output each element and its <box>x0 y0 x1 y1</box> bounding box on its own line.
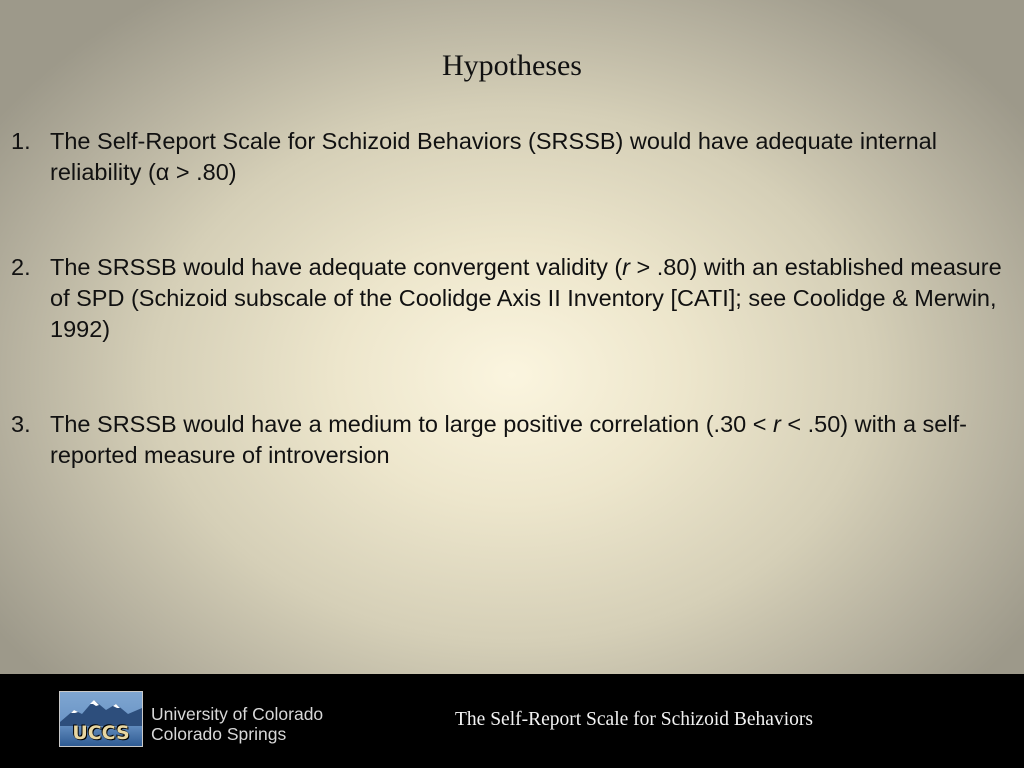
hypothesis-text: The SRSSB would have adequate convergent validity (r > .80) with an established measure of SPD (Schizoid subscale of the Coolidge Axis II Inventory [CATI]; see Coolidge & Merwin, 1992) <box>50 254 1002 342</box>
hypothesis-number: 2. <box>11 254 31 280</box>
hypothesis-item-2 <box>0 252 1010 345</box>
campus-name: Colorado Springs <box>151 724 287 744</box>
hypothesis-number: 3. <box>11 411 31 437</box>
logo-text: UCCS <box>72 722 130 744</box>
hypothesis-item-3 <box>0 409 1010 471</box>
footer-bar <box>0 674 1024 768</box>
presentation-title: The Self-Report Scale for Schizoid Behaviors <box>455 709 813 730</box>
university-name: University of Colorado <box>151 704 324 724</box>
italic-r-symbol: r <box>622 254 630 280</box>
uccs-logo <box>59 691 143 747</box>
slide-title: Hypotheses <box>442 49 582 82</box>
hypothesis-text: The Self-Report Scale for Schizoid Behaviors (SRSSB) would have adequate internal reliability (α > .80) <box>50 128 937 185</box>
hypothesis-number: 1. <box>11 128 31 154</box>
hypothesis-item-1 <box>0 126 1010 188</box>
italic-r-symbol: r <box>773 411 781 437</box>
hypothesis-text: The SRSSB would have a medium to large positive correlation (.30 < r < .50) with a self-reported measure of introversion <box>50 411 967 468</box>
